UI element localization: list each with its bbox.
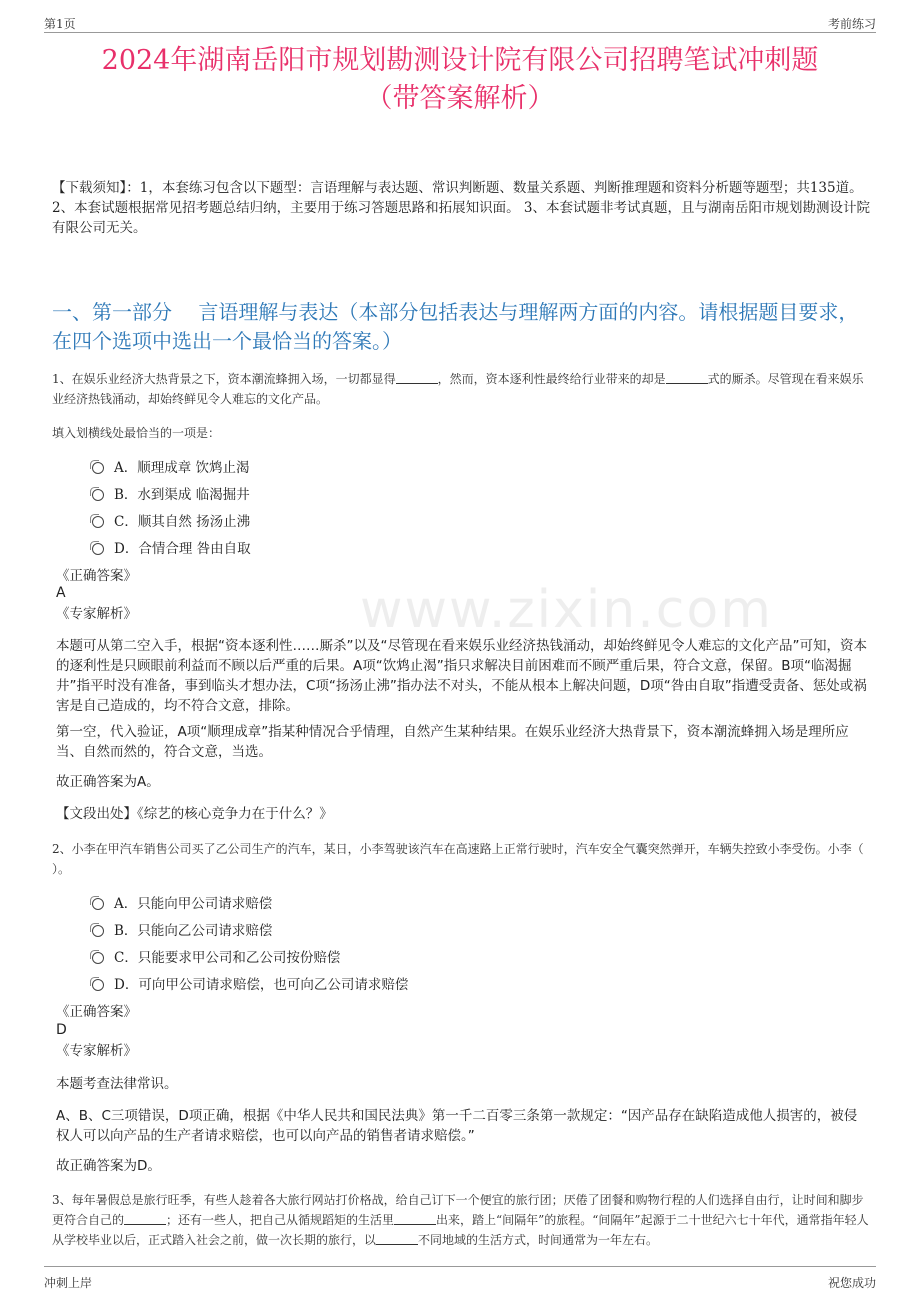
section-heading: 一、第一部分 言语理解与表达（本部分包括表达与理解两方面的内容。请根据题目要求，在四个选项中选出一个最恰当的答案。） bbox=[52, 300, 859, 353]
q2-option-c[interactable] bbox=[92, 945, 340, 967]
q2-analysis-p2: A、B、C三项错误，D项正确，根据《中华人民共和国民法典》第一千二百零三条第一款规定：“因产品存在缺陷造成他人损害的，被侵权人可以向产品的生产者请求赔偿，也可以向产品的销售者请求赔偿。” bbox=[56, 1108, 858, 1144]
title-line-1: 2024年湖南岳阳市规划勘测设计院有限公司招聘笔试冲刺题 bbox=[101, 45, 819, 76]
document-title bbox=[40, 42, 880, 118]
q3-stem-part-b: ；还有一些人，把自己从循规蹈矩的生活里 bbox=[166, 1213, 395, 1227]
q1-analysis-label: 《专家解析》 bbox=[56, 606, 137, 622]
q1-analysis-p3: 故正确答案为A。 bbox=[56, 774, 160, 790]
page-footer bbox=[44, 1266, 876, 1297]
q1-answer-label: 《正确答案》 bbox=[56, 568, 137, 584]
q3-blank-3 bbox=[376, 1232, 418, 1245]
q1-analysis-p1: 本题可从第二空入手，根据“资本逐利性……厮杀”以及“尽管现在看来娱乐业经济热钱涌动，却始终鲜见令人难忘的文化产品”可知，资本的逐利性是只顾眼前利益而不顾以后严重的后果。A项“饮鸩止渴”指只求解决目前困难而不顾严重后果，符合文意，保留。B项“临渴掘井”指平时没有准备，事到临头才想办法，C项“扬汤止沸”指办法不对头，不能从根本上解决问题，D项“咎由自取”指遭受责备、惩处或祸害是自己造成的，均不符合文意，排除。 bbox=[56, 638, 867, 714]
radio-icon[interactable] bbox=[92, 979, 104, 991]
q1-analysis-p2: 第一空，代入验证，A项“顺理成章”指某种情况合乎情理，自然产生某种结果。在娱乐业经济大热背景下，资本潮流蜂拥入场是理所应当、自然而然的，符合文意，当选。 bbox=[56, 724, 849, 760]
q1-blank-2 bbox=[666, 371, 708, 384]
option-label: D．合情合理 咎由自取 bbox=[114, 541, 251, 557]
q1-option-c[interactable] bbox=[92, 509, 250, 531]
q1-stem-part-b: ，然而，资本逐利性最终给行业带来的却是 bbox=[437, 372, 666, 386]
q3-stem-part-a: 3、每年暑假总是旅行旺季，有些人趁着各大旅行网站打价格战，给自己订下一个便宜的旅行团；厌倦了团餐和购物行程的人们选择自由行，让时间和脚步更符合自己的 bbox=[52, 1193, 864, 1227]
q3-stem-part-c: 出来，踏上“间隔年”的旅程。“间隔年”起源于二十世纪六七十年代，通常指年轻人从学校毕业以后，正式踏入社会之前，做一次长期的旅行，以 bbox=[52, 1213, 869, 1247]
q1-option-d[interactable] bbox=[92, 536, 251, 558]
header-tag: 考前练习 bbox=[827, 17, 876, 31]
radio-icon[interactable] bbox=[92, 489, 104, 501]
radio-icon[interactable] bbox=[92, 898, 104, 910]
footer-right-text: 祝您成功 bbox=[827, 1276, 876, 1290]
option-label: C．顺其自然 扬汤止沸 bbox=[114, 514, 251, 530]
q1-answer: A bbox=[56, 585, 66, 601]
q2-answer: D bbox=[56, 1022, 67, 1038]
q2-analysis-p1: 本题考查法律常识。 bbox=[56, 1076, 178, 1092]
q2-analysis-label: 《专家解析》 bbox=[56, 1043, 137, 1059]
q1-stem-part-a: 1、在娱乐业经济大热背景之下，资本潮流蜂拥入场，一切都显得 bbox=[52, 372, 396, 386]
option-label: D．可向甲公司请求赔偿，也可向乙公司请求赔偿 bbox=[114, 977, 409, 993]
q2-option-a[interactable] bbox=[92, 891, 272, 913]
option-label: C．只能要求甲公司和乙公司按份赔偿 bbox=[114, 950, 341, 966]
option-label: A．顺理成章 饮鸩止渴 bbox=[114, 460, 250, 476]
option-label: B．只能向乙公司请求赔偿 bbox=[114, 923, 273, 939]
title-line-2: （带答案解析） bbox=[365, 83, 555, 114]
q2-answer-label: 《正确答案》 bbox=[56, 1004, 137, 1020]
radio-icon[interactable] bbox=[92, 925, 104, 937]
radio-icon[interactable] bbox=[92, 516, 104, 528]
option-label: A．只能向甲公司请求赔偿 bbox=[114, 896, 273, 912]
q2-analysis-p3: 故正确答案为D。 bbox=[56, 1158, 161, 1174]
radio-icon[interactable] bbox=[92, 952, 104, 964]
option-label: B．水到渠成 临渴掘井 bbox=[114, 487, 250, 503]
q2-option-b[interactable] bbox=[92, 918, 272, 940]
watermark: www.zixin.com bbox=[360, 580, 773, 640]
q3-blank-2 bbox=[394, 1212, 436, 1225]
footer-left-text: 冲刺上岸 bbox=[44, 1276, 93, 1290]
q3-blank-1 bbox=[124, 1212, 166, 1225]
q1-option-a[interactable] bbox=[92, 455, 250, 477]
question-1-stem bbox=[52, 369, 870, 409]
q1-source: 【文段出处】《综艺的核心竞争力在于什么？》 bbox=[56, 806, 333, 822]
question-2-stem: 2、小李在甲汽车销售公司买了乙公司生产的汽车，某日，小李驾驶该汽车在高速路上正常行驶时，汽车安全气囊突然弹开，车辆失控致小李受伤。小李（ ）。 bbox=[52, 842, 864, 876]
question-3-stem bbox=[52, 1190, 870, 1250]
q3-stem-part-d: 不同地域的生活方式，时间通常为一年左右。 bbox=[418, 1233, 659, 1247]
q1-prompt: 填入划横线处最恰当的一项是： bbox=[52, 426, 221, 440]
q1-blank-1 bbox=[396, 371, 438, 384]
page-header bbox=[44, 12, 876, 33]
q1-option-b[interactable] bbox=[92, 482, 250, 504]
radio-icon[interactable] bbox=[92, 462, 104, 474]
q1-stem-part-c: 式的厮杀。尽管现在看来娱乐业经济热钱涌动，却始终鲜见令人难忘的文化产品。 bbox=[52, 372, 864, 406]
q2-option-d[interactable] bbox=[92, 972, 408, 994]
page-number: 第1页 bbox=[44, 17, 76, 31]
radio-icon[interactable] bbox=[92, 543, 104, 555]
download-notice: 【下载须知】：1，本套练习包含以下题型：言语理解与表达题、常识判断题、数量关系题、判断推理题和资料分析题等题型；共135道。 2、本套试题根据常见招考题总结归纳，主要用于练习答题思路和拓展知识面。 3、本套试题非考试真题，且与湖南岳阳市规划勘测设计院有限公司无关。 bbox=[52, 180, 870, 236]
